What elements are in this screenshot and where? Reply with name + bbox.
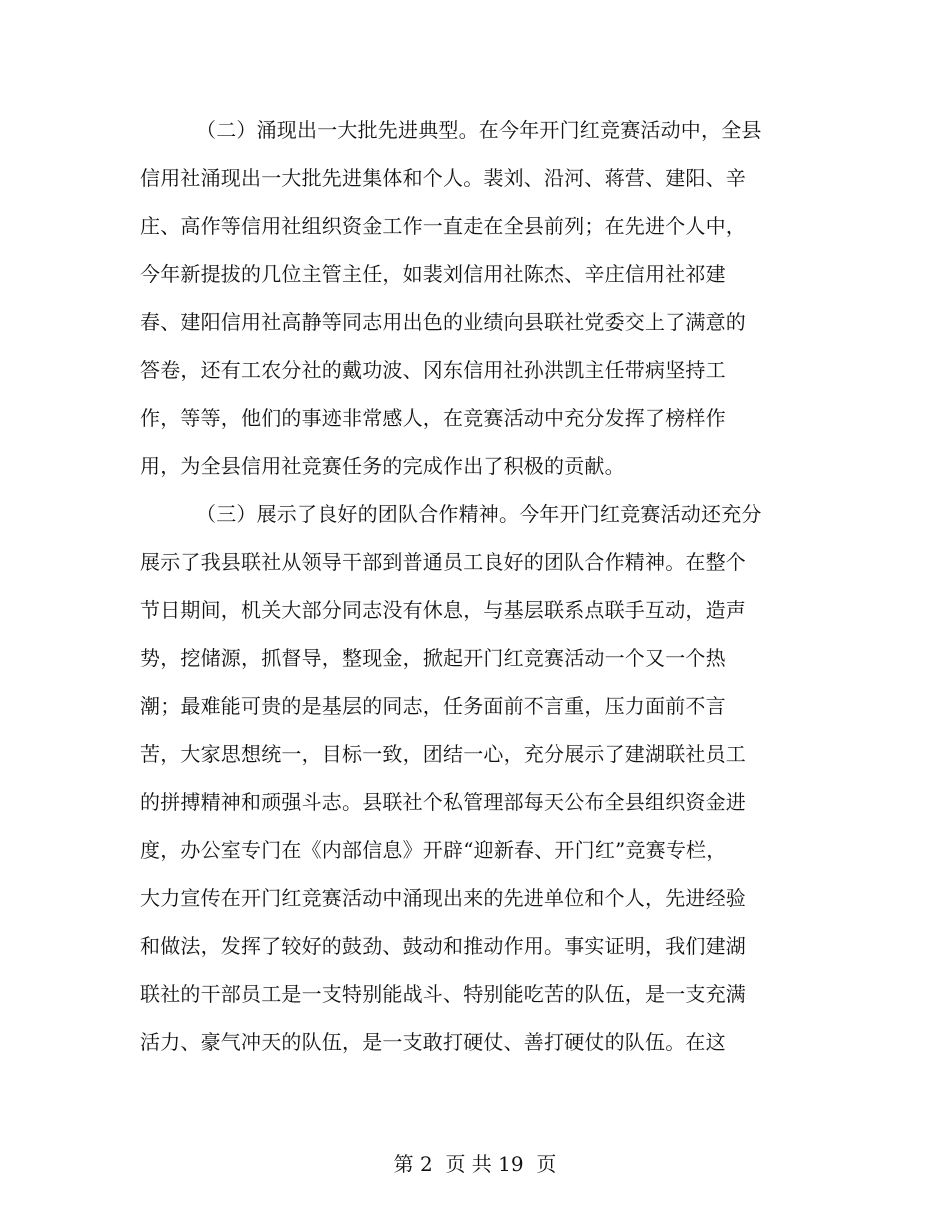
text-line: 大力宣传在开门红竞赛活动中涌现出来的先进单位和个人，先进经验 (140, 886, 746, 910)
text-line: （三）展示了良好的团队合作精神。今年开门红竞赛活动还充分 (196, 502, 762, 526)
text-line: 度，办公室专门在《内部信息》开辟“迎新春、开门红”竞赛专栏， (140, 838, 727, 862)
text-line: 苦，大家思想统一，目标一致，团结一心，充分展示了建湖联社员工 (140, 742, 746, 766)
text-line: 节日期间，机关大部分同志没有休息，与基层联系点联手互动，造声 (140, 598, 746, 622)
document-body (140, 106, 780, 1066)
paragraph-advanced-models (140, 106, 780, 490)
text-line: 活力、豪气冲天的队伍，是一支敢打硬仗、善打硬仗的队伍。在这 (140, 1030, 726, 1054)
paragraph-team-spirit (140, 490, 780, 1066)
text-line: 展示了我县联社从领导干部到普通员工良好的团队合作精神。在整个 (140, 550, 746, 574)
text-line: 作，等等，他们的事迹非常感人，在竞赛活动中充分发挥了榜样作 (140, 406, 726, 430)
text-line: 答卷，还有工农分社的戴功波、冈东信用社孙洪凯主任带病坚持工 (140, 358, 726, 382)
text-line: 势，挖储源，抓督导，整现金，掀起开门红竞赛活动一个又一个热 (140, 646, 726, 670)
text-line: 用，为全县信用社竞赛任务的完成作出了积极的贡献。 (140, 454, 625, 478)
text-line: 信用社涌现出一大批先进集体和个人。裴刘、沿河、蒋营、建阳、辛 (140, 166, 746, 190)
text-line: 的拼搏精神和顽强斗志。县联社个私管理部每天公布全县组织资金进 (140, 790, 746, 814)
text-line: 潮；最难能可贵的是基层的同志，任务面前不言重，压力面前不言 (140, 694, 726, 718)
text-line: 今年新提拔的几位主管主任，如裴刘信用社陈杰、辛庄信用社祁建 (140, 262, 726, 286)
text-line: 和做法，发挥了较好的鼓劲、鼓动和推动作用。事实证明，我们建湖 (140, 934, 746, 958)
text-line: 春、建阳信用社高静等同志用出色的业绩向县联社党委交上了满意的 (140, 310, 746, 334)
page-number-footer: 第 2 页 共 19 页 (393, 1152, 557, 1176)
text-line: 联社的干部员工是一支特别能战斗、特别能吃苦的队伍，是一支充满 (140, 982, 746, 1006)
text-line: 庄、高作等信用社组织资金工作一直走在全县前列；在先进个人中， (140, 214, 746, 238)
text-line: （二）涌现出一大批先进典型。在今年开门红竞赛活动中，全县 (196, 118, 762, 142)
